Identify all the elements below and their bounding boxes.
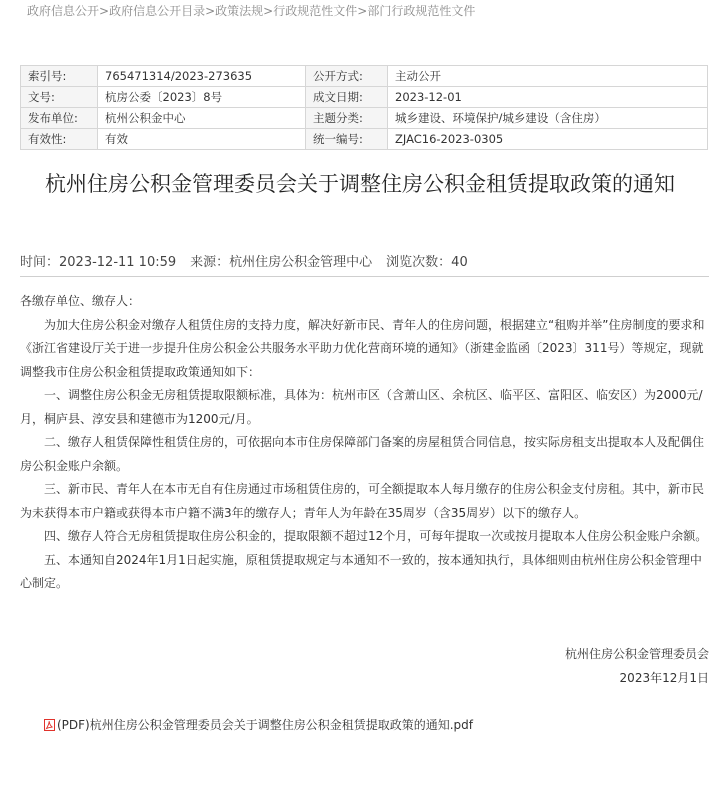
breadcrumb-item-policy[interactable]: 政策法规 [215,4,264,18]
paragraph-3: 三、新市民、青年人在本市无自有住房通过市场租赁住房的，可全额提取本人每月缴存的住房公积金支付房租。其中，新市民为未获得本市户籍或获得本市户籍不满3年的缴存人；青年人为年龄在35周岁（含35周岁）以下的缴存人。 [20,482,705,520]
breadcrumb-item-dept-normative[interactable]: 部门行政规范性文件 [367,4,476,18]
meta-key-validity: 有效性: [21,129,98,150]
page-title: 杭州住房公积金管理委员会关于调整住房公积金租赁提取政策的通知 [45,172,675,196]
meta-key-index: 索引号: [21,66,98,87]
meta-value-doc-number: 杭房公委〔2023〕8号 [98,87,306,108]
meta-value-publisher: 杭州公积金中心 [98,108,306,129]
meta-value-written-date: 2023-12-01 [388,87,708,108]
document-meta-table [20,65,708,150]
meta-value-disclosure: 主动公开 [388,66,708,87]
table-row [21,66,708,87]
breadcrumb-separator: > [205,4,216,18]
signature-date: 2023年12月1日 [619,671,709,685]
table-row [21,87,708,108]
article-info [20,251,468,270]
view-count: 浏览次数：40 [386,255,468,270]
breadcrumb-separator: > [99,4,110,18]
breadcrumb-item-gov-info[interactable]: 政府信息公开 [27,4,100,18]
breadcrumb-item-catalog[interactable]: 政府信息公开目录 [109,4,206,18]
meta-value-unified-number: ZJAC16-2023-0305 [388,129,708,150]
meta-key-disclosure: 公开方式: [306,66,388,87]
breadcrumb-item-normative[interactable]: 行政规范性文件 [273,4,358,18]
attachment-label[interactable]: (PDF)杭州住房公积金管理委员会关于调整住房公积金租赁提取政策的通知.pdf [57,718,474,732]
publish-time: 时间：2023-12-11 10:59 [20,255,177,270]
breadcrumb [27,2,475,19]
meta-key-category: 主题分类: [306,108,388,129]
paragraph-intro: 为加大住房公积金对缴存人租赁住房的支持力度，解决好新市民、青年人的住房问题，根据建立“租购并举”住房制度的要求和《浙江省建设厅关于进一步提升住房公积金公共服务水平助力优化营商环境的通知》（浙建金监函〔2023〕311号）等规定，现就调整我市住房公积金租赁提取政策通知如下： [20,317,705,379]
meta-value-index: 765471314/2023-273635 [98,66,306,87]
article-source: 来源：杭州住房公积金管理中心 [190,255,373,270]
attachment-link[interactable] [44,716,473,733]
breadcrumb-separator: > [357,4,368,18]
meta-key-publisher: 发布单位: [21,108,98,129]
meta-value-category: 城乡建设、环境保护/城乡建设（含住房） [388,108,708,129]
signature-org: 杭州住房公积金管理委员会 [564,647,709,661]
article-body [20,290,710,596]
table-row [21,108,708,129]
paragraph-1: 一、调整住房公积金无房租赁提取限额标准，具体为：杭州市区（含萧山区、余杭区、临平区、富阳区、临安区）为2000元/月，桐庐县、淳安县和建德市为1200元/月。 [20,388,703,426]
greeting: 各缴存单位、缴存人： [20,294,141,308]
table-row [21,129,708,150]
meta-key-doc-number: 文号: [21,87,98,108]
paragraph-4: 四、缴存人符合无房租赁提取住房公积金的，提取限额不超过12个月，可每年提取一次或按月提取本人住房公积金账户余额。 [44,529,708,543]
pdf-icon [44,719,55,731]
paragraph-5: 五、本通知自2024年1月1日起实施，原租赁提取规定与本通知不一致的，按本通知执行，具体细则由杭州住房公积金管理中心制定。 [20,552,702,590]
paragraph-2: 二、缴存人租赁保障性租赁住房的，可依据向本市住房保障部门备案的房屋租赁合同信息，按实际房租支出提取本人及配偶住房公积金账户余额。 [20,435,705,473]
meta-key-written-date: 成文日期: [306,87,388,108]
meta-key-unified-number: 统一编号: [306,129,388,150]
breadcrumb-separator: > [263,4,274,18]
meta-value-validity: 有效 [98,129,306,150]
divider [20,276,709,277]
